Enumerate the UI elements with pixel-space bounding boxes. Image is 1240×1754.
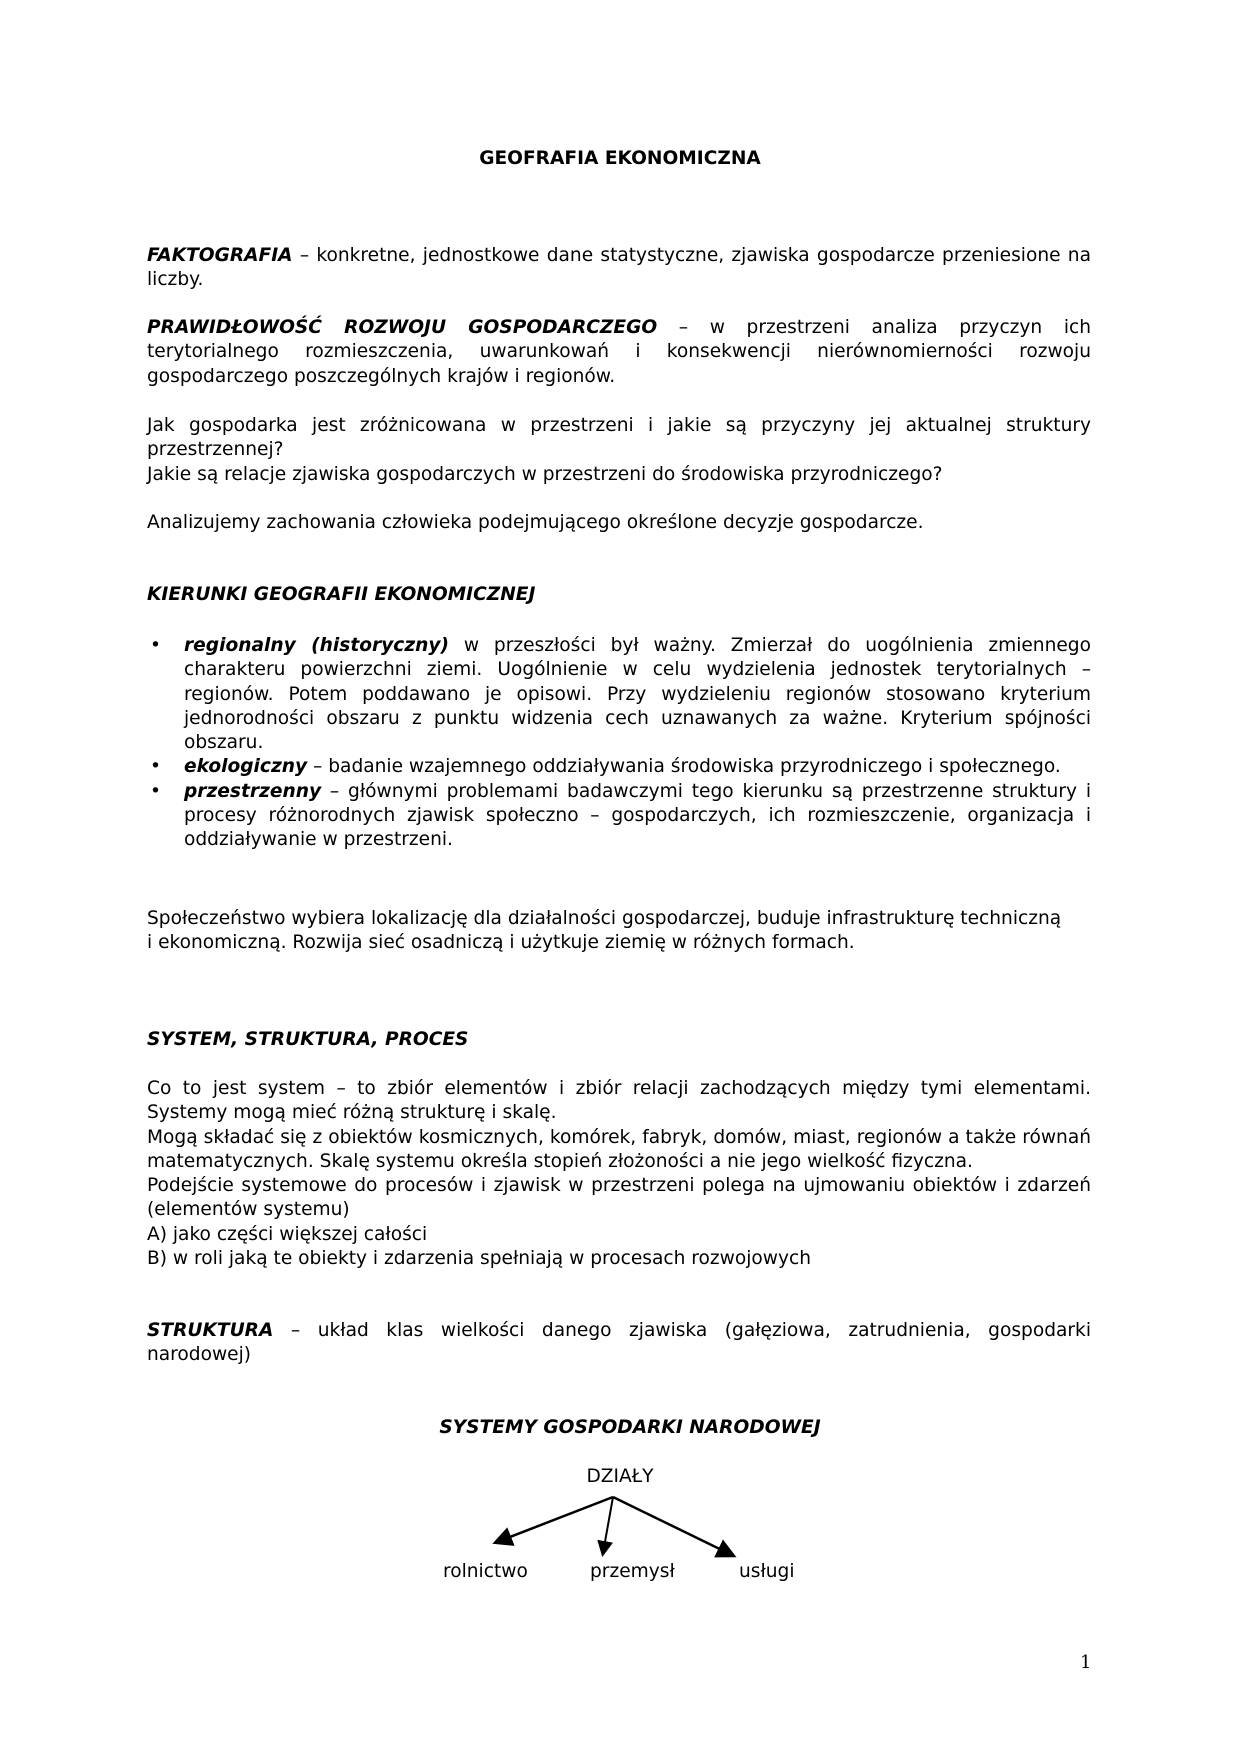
text: Podejście systemowe do procesów i zjawisk w przestrzeni polega na ujmowaniu obiektów i zdarzeń (elementów systemu) (147, 1175, 1091, 1221)
definition: w przeszłości był ważny. Zmierzał do uogólnienia zmiennego charakteru powierzchni ziemi. Uogólnienie w celu wydzielenia jednostek terytorialnych – regionów. Potem poddawano je opisowi. Przy wydzieleniu regionów stosowano kryterium jednorodności obszaru z punktu widzenia cech uznawanych za ważne. Kryterium spójności obszaru. (184, 635, 1091, 754)
list-item-a: A) jako części większej całości (147, 1223, 428, 1245)
term: ekologiczny (184, 756, 308, 778)
term: STRUKTURA (147, 1320, 274, 1341)
term: FAKTOGRAFIA (147, 245, 293, 266)
arrow-rolnictwo (497, 1497, 613, 1542)
heading-system: SYSTEM, STRUKTURA, PROCES (147, 1029, 469, 1050)
text-line: i ekonomiczną. Rozwija sieć osadniczą i użytkuje ziemię w różnych formach. (147, 932, 855, 954)
text: Mogą składać się z obiektów kosmicznych, komórek, fabryk, domów, miast, regionów a także równań matematycznych. Skalę systemu określa stopień złożoności a nie jego wielkość fizyczna. (147, 1126, 1091, 1172)
definition: – układ klas wielkości danego zjawiska (gałęziowa, zatrudnienia, gospodarki narodowej) (147, 1320, 1091, 1366)
paragraph-analizujemy: Analizujemy zachowania człowieka podejmującego określone decyzje gospodarcze. (147, 512, 924, 533)
document-title: GEOFRAFIA EKONOMICZNA (479, 148, 761, 169)
definition: – konkretne, jednostkowe dane statystyczne, zjawiska gospodarcze przeniesione na liczby. (147, 245, 1091, 291)
diagram-root: DZIAŁY (586, 1466, 654, 1487)
question: Jak gospodarka jest zróżnicowana w przestrzeni i jakie są przyczyny jej aktualnej struktury przestrzennej? (147, 415, 1091, 461)
term: przestrzenny (184, 780, 322, 802)
definition: – badanie wzajemnego oddziaływania środowiska przyrodniczego i społecznego. (307, 756, 1061, 778)
question: Jakie są relacje zjawiska gospodarczych w przestrzeni do środowiska przyrodniczego? (147, 463, 943, 485)
definition: – głównymi problemami badawczymi tego kierunku są przestrzenne struktury i procesy różnorodnych zjawisk społeczno – gospodarczych, ich rozmieszczenie, organizacja i oddziaływanie w przestrzeni. (184, 780, 1091, 851)
text-line: Społeczeństwo wybiera lokalizację dla działalności gospodarczej, buduje infrastrukturę techniczną (147, 908, 1062, 929)
definition: – w przestrzeni analiza przyczyn ich terytorialnego rozmieszczenia, uwarunkowań i konsekwencji nierównomierności rozwoju gospodarczego poszczególnych krajów i regionów. (147, 317, 1091, 387)
arrow-uslugi (613, 1497, 732, 1555)
heading-systemy: SYSTEMY GOSPODARKI NARODOWEJ (439, 1417, 821, 1438)
term: PRAWIDŁOWOŚĆ ROZWOJU GOSPODARCZEGO (147, 317, 658, 338)
text: Co to jest system – to zbiór elementów i zbiór relacji zachodzących między tymi elementami. Systemy mogą mieć różną strukturę i skalę. (147, 1078, 1091, 1124)
arrow-przemysl (603, 1497, 613, 1553)
term: regionalny (historyczny) (184, 635, 449, 656)
heading-kierunki: KIERUNKI GEOGRAFII EKONOMICZNEJ (147, 584, 536, 605)
diagram-child-rolnictwo: rolnictwo (443, 1561, 528, 1582)
diagram-child-przemysl: przemysł (590, 1561, 675, 1582)
diagram-child-uslugi: usługi (739, 1561, 795, 1582)
list-item-b: B) w roli jaką te obiekty i zdarzenia spełniają w procesach rozwojowych (147, 1248, 811, 1270)
page-number: 1 (1080, 1652, 1092, 1673)
